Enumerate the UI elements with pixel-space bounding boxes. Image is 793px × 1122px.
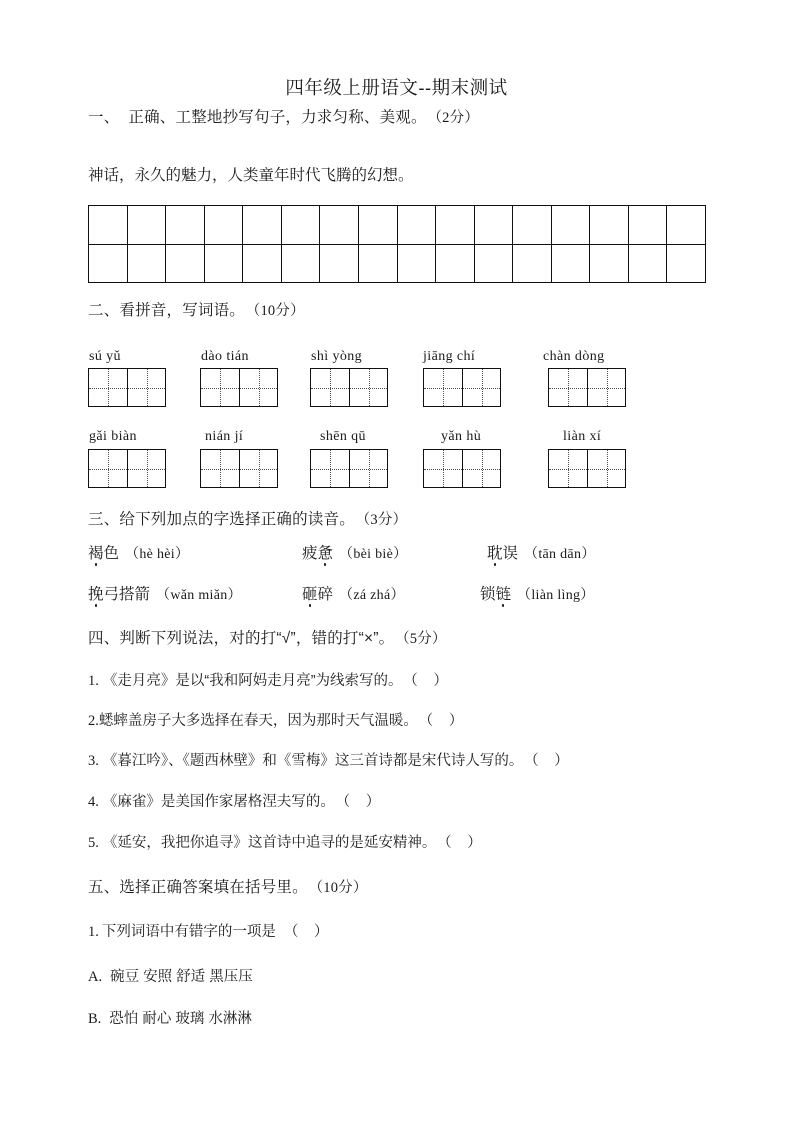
answer-parenthesis[interactable]: （ ） <box>531 753 575 769</box>
dotted-char: 耽 <box>487 545 503 562</box>
grid-cell[interactable] <box>282 206 321 245</box>
tianzige-cell[interactable] <box>349 450 387 487</box>
word-answer-box[interactable] <box>200 368 278 407</box>
section-2-score: （10分） <box>253 303 305 319</box>
pinyin-label: liàn xí <box>563 429 602 444</box>
item-word-pre: 疲 <box>302 545 318 562</box>
tianzige-cell[interactable] <box>349 369 387 406</box>
item-options[interactable]: （tān dān） <box>524 547 596 562</box>
grid-cell[interactable] <box>475 245 514 284</box>
answer-parenthesis[interactable]: （ ） <box>410 673 454 689</box>
pinyin-label: nián jí <box>205 429 244 444</box>
tianzige-cell[interactable] <box>239 450 277 487</box>
dotted-char: 褐 <box>88 545 104 562</box>
tianzige-cell[interactable] <box>127 450 165 487</box>
pinyin-label: sú yǔ <box>89 349 121 364</box>
section-3-number: 三、 <box>88 511 120 528</box>
item-text: 蟋蟀盖房子大多选择在春天，因为那时天气温暖。 <box>98 713 418 729</box>
section-4-heading <box>88 631 447 647</box>
tianzige-cell[interactable] <box>587 369 625 406</box>
dotted-char: 链 <box>495 586 512 603</box>
tianzige-cell[interactable] <box>462 450 500 487</box>
item-number: 5. <box>88 835 99 851</box>
section-5-score: （10分） <box>315 880 368 896</box>
pinyin-label: gǎi biàn <box>89 429 137 444</box>
grid-cell[interactable] <box>166 206 205 245</box>
section-1-number: 一、 <box>88 109 120 126</box>
choice-option-b[interactable] <box>88 1012 252 1027</box>
dotted-char: 惫 <box>317 545 334 562</box>
answer-parenthesis[interactable]: （ ） <box>342 794 387 810</box>
grid-cell[interactable] <box>667 206 706 245</box>
grid-cell[interactable] <box>667 245 706 284</box>
word-answer-box[interactable] <box>548 449 626 488</box>
tianzige-cell[interactable] <box>89 450 127 487</box>
answer-parenthesis[interactable]: （ ） <box>283 924 335 940</box>
item-word-post: 色 <box>103 545 120 562</box>
true-false-item <box>88 795 386 810</box>
answer-parenthesis[interactable]: （ ） <box>444 835 488 851</box>
tianzige-cell[interactable] <box>201 369 239 406</box>
tianzige-cell[interactable] <box>587 450 625 487</box>
section-1-heading <box>88 110 479 126</box>
item-text: 《暮江吟》、《题西林壁》和《雪梅》这三首诗都是宋代诗人写的。 <box>102 753 524 769</box>
item-text: 下列词语中有错字的一项是 <box>101 924 276 940</box>
copy-writing-grid[interactable] <box>88 205 706 283</box>
word-answer-box[interactable] <box>200 449 278 488</box>
word-answer-box[interactable] <box>423 449 501 488</box>
reading-choice-item <box>480 587 595 603</box>
reading-choice-item <box>302 546 407 562</box>
grid-cell[interactable] <box>243 206 282 245</box>
word-answer-box[interactable] <box>88 449 166 488</box>
item-number: 1. <box>88 673 99 689</box>
tianzige-cell[interactable] <box>127 369 165 406</box>
item-options[interactable]: （liàn lìng） <box>517 588 595 603</box>
section-4-prompt: 判断下列说法，对的打“√”，错的打“×”。 <box>119 630 395 647</box>
reading-choice-item <box>302 587 405 603</box>
item-word-pre: 锁 <box>480 586 496 603</box>
section-1-prompt: 正确、工整地抄写句子，力求匀称、美观。 <box>128 109 427 126</box>
pinyin-label: shēn qū <box>320 429 366 444</box>
reading-choice-item <box>88 587 242 603</box>
item-options[interactable]: （bèi biè） <box>339 547 408 562</box>
section-5-prompt: 选择正确答案填在括号里。 <box>119 879 308 896</box>
tianzige-cell[interactable] <box>549 369 587 406</box>
tianzige-cell[interactable] <box>239 369 277 406</box>
section-1-sentence: 神话，永久的魅力，人类童年时代飞腾的幻想。 <box>88 167 414 184</box>
item-word-post: 弓搭箭 <box>103 586 151 603</box>
grid-cell[interactable] <box>166 245 205 284</box>
grid-cell[interactable] <box>398 206 437 245</box>
dotted-char: 砸 <box>302 586 318 603</box>
section-2-prompt: 看拼音，写词语。 <box>119 302 246 319</box>
grid-cell[interactable] <box>128 206 167 245</box>
word-answer-box[interactable] <box>423 368 501 407</box>
grid-cell[interactable] <box>320 245 359 284</box>
section-2-heading <box>88 303 305 319</box>
section-3-score: （3分） <box>362 512 408 528</box>
tianzige-cell[interactable] <box>424 450 462 487</box>
section-1-score: （2分） <box>434 110 480 126</box>
grid-cell[interactable] <box>205 245 244 284</box>
item-number: 3. <box>88 753 99 769</box>
word-answer-box[interactable] <box>310 449 388 488</box>
choice-label: A. <box>88 969 103 985</box>
item-options[interactable]: （wǎn miǎn） <box>156 588 242 603</box>
tianzige-cell[interactable] <box>462 369 500 406</box>
grid-cell[interactable] <box>128 245 167 284</box>
item-word-post: 误 <box>502 545 519 562</box>
grid-cell[interactable] <box>513 245 552 284</box>
true-false-item <box>88 714 469 729</box>
multiple-choice-item <box>88 925 335 940</box>
item-number: 2. <box>88 713 99 729</box>
grid-cell[interactable] <box>282 245 321 284</box>
item-text: 《麻雀》是美国作家屠格涅夫写的。 <box>102 794 335 810</box>
grid-cell[interactable] <box>513 206 552 245</box>
grid-cell[interactable] <box>89 245 128 284</box>
grid-cell[interactable] <box>436 206 475 245</box>
grid-cell[interactable] <box>320 206 359 245</box>
tianzige-cell[interactable] <box>549 450 587 487</box>
item-number: 1. <box>88 924 99 940</box>
grid-cell[interactable] <box>89 206 128 245</box>
section-5-number: 五、 <box>88 879 120 896</box>
grid-cell[interactable] <box>359 245 398 284</box>
word-answer-box[interactable] <box>310 368 388 407</box>
grid-cell[interactable] <box>552 206 591 245</box>
item-options[interactable]: （zá zhá） <box>339 588 405 603</box>
section-3-prompt: 给下列加点的字选择正确的读音。 <box>119 511 355 528</box>
pinyin-label: chàn dòng <box>543 349 605 364</box>
grid-cell[interactable] <box>590 245 629 284</box>
section-2-number: 二、 <box>88 302 120 319</box>
answer-parenthesis[interactable]: （ ） <box>425 713 470 729</box>
pinyin-label: dào tián <box>201 349 249 364</box>
grid-cell[interactable] <box>436 245 475 284</box>
section-3-heading <box>88 512 407 528</box>
reading-choice-item <box>88 546 189 562</box>
pinyin-label: yǎn hù <box>441 429 482 444</box>
item-text: 《走月亮》是以“我和阿妈走月亮”为线索写的。 <box>102 673 403 689</box>
word-answer-box[interactable] <box>548 368 626 407</box>
tianzige-cell[interactable] <box>311 450 349 487</box>
choice-option-a[interactable] <box>88 970 253 985</box>
tianzige-cell[interactable] <box>89 369 127 406</box>
section-5-heading <box>88 880 368 896</box>
dotted-char: 挽 <box>88 586 104 603</box>
item-number: 4. <box>88 794 99 810</box>
true-false-item <box>88 674 454 689</box>
item-options[interactable]: （hè hèi） <box>125 547 190 562</box>
section-4-score: （5分） <box>402 631 447 647</box>
item-word-post: 碎 <box>317 586 334 603</box>
item-text: 《延安，我把你追寻》这首诗中追寻的是延安精神。 <box>102 835 437 851</box>
grid-cell[interactable] <box>205 206 244 245</box>
word-answer-box[interactable] <box>88 368 166 407</box>
section-4-number: 四、 <box>88 630 120 647</box>
true-false-item <box>88 836 488 851</box>
tianzige-cell[interactable] <box>311 369 349 406</box>
pinyin-label: jiāng chí <box>423 349 476 364</box>
grid-cell[interactable] <box>398 245 437 284</box>
page-title: 四年级上册语文--期末测试 <box>285 77 508 98</box>
grid-cell[interactable] <box>552 245 591 284</box>
true-false-item <box>88 754 575 769</box>
choice-text: 碗豆 安照 舒适 黑压压 <box>110 969 253 985</box>
grid-cell[interactable] <box>243 245 282 284</box>
grid-cell[interactable] <box>359 206 398 245</box>
grid-cell[interactable] <box>629 245 668 284</box>
tianzige-cell[interactable] <box>201 450 239 487</box>
choice-text: 恐怕 耐心 玻璃 水淋淋 <box>109 1011 252 1027</box>
reading-choice-item <box>487 546 596 562</box>
pinyin-label: shì yòng <box>311 349 363 364</box>
grid-cell[interactable] <box>629 206 668 245</box>
grid-cell[interactable] <box>475 206 514 245</box>
grid-cell[interactable] <box>590 206 629 245</box>
tianzige-cell[interactable] <box>424 369 462 406</box>
choice-label: B. <box>88 1011 102 1027</box>
